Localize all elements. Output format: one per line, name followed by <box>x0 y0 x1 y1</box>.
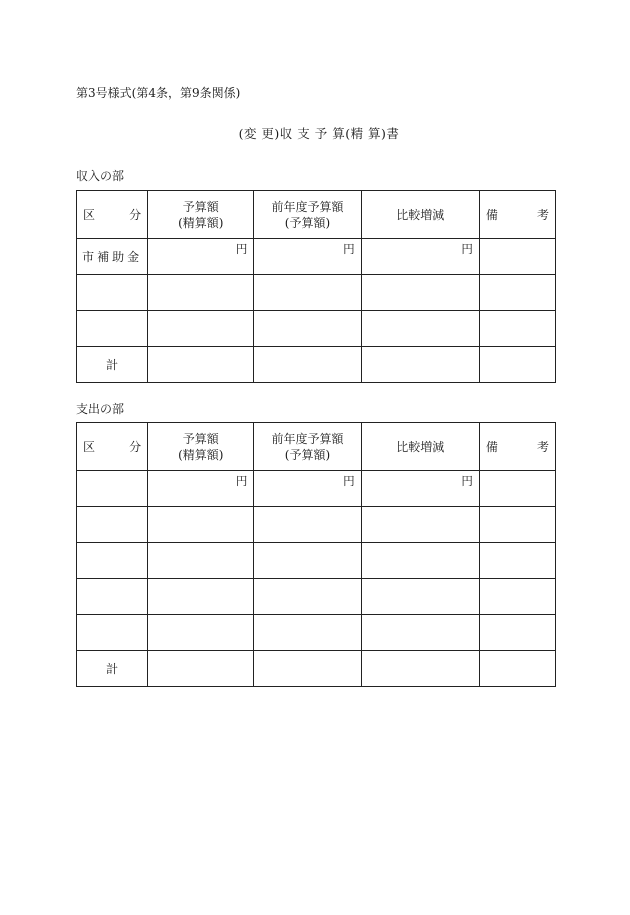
remarks-cell[interactable] <box>479 347 555 383</box>
expense-section-label: 支出の部 <box>76 402 125 416</box>
table-row <box>77 615 556 651</box>
difference-cell[interactable] <box>361 543 479 579</box>
previous-budget-cell[interactable] <box>254 507 361 543</box>
remarks-cell[interactable] <box>479 615 555 651</box>
previous-budget-cell[interactable] <box>254 347 361 383</box>
income-header-row <box>77 191 556 239</box>
budget-cell[interactable]: 円 <box>148 471 254 507</box>
total-row <box>77 651 556 687</box>
document-title: (変 更)収 支 予 算(精 算)書 <box>238 126 400 141</box>
total-label-cell: 計 <box>77 347 148 383</box>
previous-budget-cell[interactable] <box>254 311 361 347</box>
budget-cell[interactable] <box>148 543 254 579</box>
category-cell[interactable] <box>77 275 148 311</box>
previous-budget-cell[interactable] <box>254 615 361 651</box>
difference-cell[interactable] <box>361 651 479 687</box>
table-row <box>77 239 556 275</box>
remarks-cell[interactable] <box>479 579 555 615</box>
difference-cell[interactable]: 円 <box>361 239 479 275</box>
category-cell[interactable] <box>77 507 148 543</box>
difference-cell[interactable] <box>361 507 479 543</box>
table-row <box>77 543 556 579</box>
income-table <box>76 190 556 383</box>
budget-cell[interactable] <box>148 615 254 651</box>
expense-header-row <box>77 423 556 471</box>
category-cell[interactable]: 市補助金 <box>77 239 148 275</box>
difference-cell[interactable] <box>361 615 479 651</box>
form-number: 第3号様式(第4条，第9条関係) <box>76 86 241 100</box>
difference-cell[interactable] <box>361 311 479 347</box>
budget-header: 予算額 (精算額) <box>148 423 254 471</box>
difference-cell[interactable] <box>361 275 479 311</box>
difference-cell[interactable] <box>361 347 479 383</box>
previous-budget-cell[interactable]: 円 <box>254 239 361 275</box>
category-cell[interactable] <box>77 311 148 347</box>
budget-cell[interactable] <box>148 651 254 687</box>
remarks-cell[interactable] <box>479 311 555 347</box>
previous-budget-cell[interactable] <box>254 651 361 687</box>
remarks-cell[interactable] <box>479 651 555 687</box>
previous-budget-cell[interactable] <box>254 579 361 615</box>
difference-cell[interactable] <box>361 579 479 615</box>
table-row <box>77 507 556 543</box>
category-header: 区 分 <box>77 191 148 239</box>
budget-cell[interactable] <box>148 507 254 543</box>
remarks-header: 備 考 <box>479 191 555 239</box>
category-cell[interactable] <box>77 471 148 507</box>
total-label-cell: 計 <box>77 651 148 687</box>
category-cell[interactable] <box>77 543 148 579</box>
remarks-cell[interactable] <box>479 543 555 579</box>
remarks-cell[interactable] <box>479 471 555 507</box>
difference-header: 比較増減 <box>361 423 479 471</box>
income-section-label: 収入の部 <box>76 169 125 183</box>
budget-cell[interactable] <box>148 311 254 347</box>
budget-cell[interactable] <box>148 347 254 383</box>
previous-budget-cell[interactable] <box>254 543 361 579</box>
table-row <box>77 275 556 311</box>
table-row <box>77 579 556 615</box>
category-cell[interactable] <box>77 615 148 651</box>
difference-header: 比較増減 <box>361 191 479 239</box>
difference-cell[interactable]: 円 <box>361 471 479 507</box>
previous-budget-cell[interactable] <box>254 275 361 311</box>
category-header: 区 分 <box>77 423 148 471</box>
remarks-cell[interactable] <box>479 239 555 275</box>
previous-budget-cell[interactable]: 円 <box>254 471 361 507</box>
remarks-header: 備 考 <box>479 423 555 471</box>
budget-cell[interactable]: 円 <box>148 239 254 275</box>
table-row <box>77 311 556 347</box>
previous-budget-header: 前年度予算額 (予算額) <box>254 191 361 239</box>
table-row <box>77 471 556 507</box>
category-cell[interactable] <box>77 579 148 615</box>
remarks-cell[interactable] <box>479 275 555 311</box>
total-row <box>77 347 556 383</box>
budget-cell[interactable] <box>148 579 254 615</box>
previous-budget-header: 前年度予算額 (予算額) <box>254 423 361 471</box>
expense-table <box>76 422 556 687</box>
remarks-cell[interactable] <box>479 507 555 543</box>
budget-header: 予算額 (精算額) <box>148 191 254 239</box>
budget-cell[interactable] <box>148 275 254 311</box>
